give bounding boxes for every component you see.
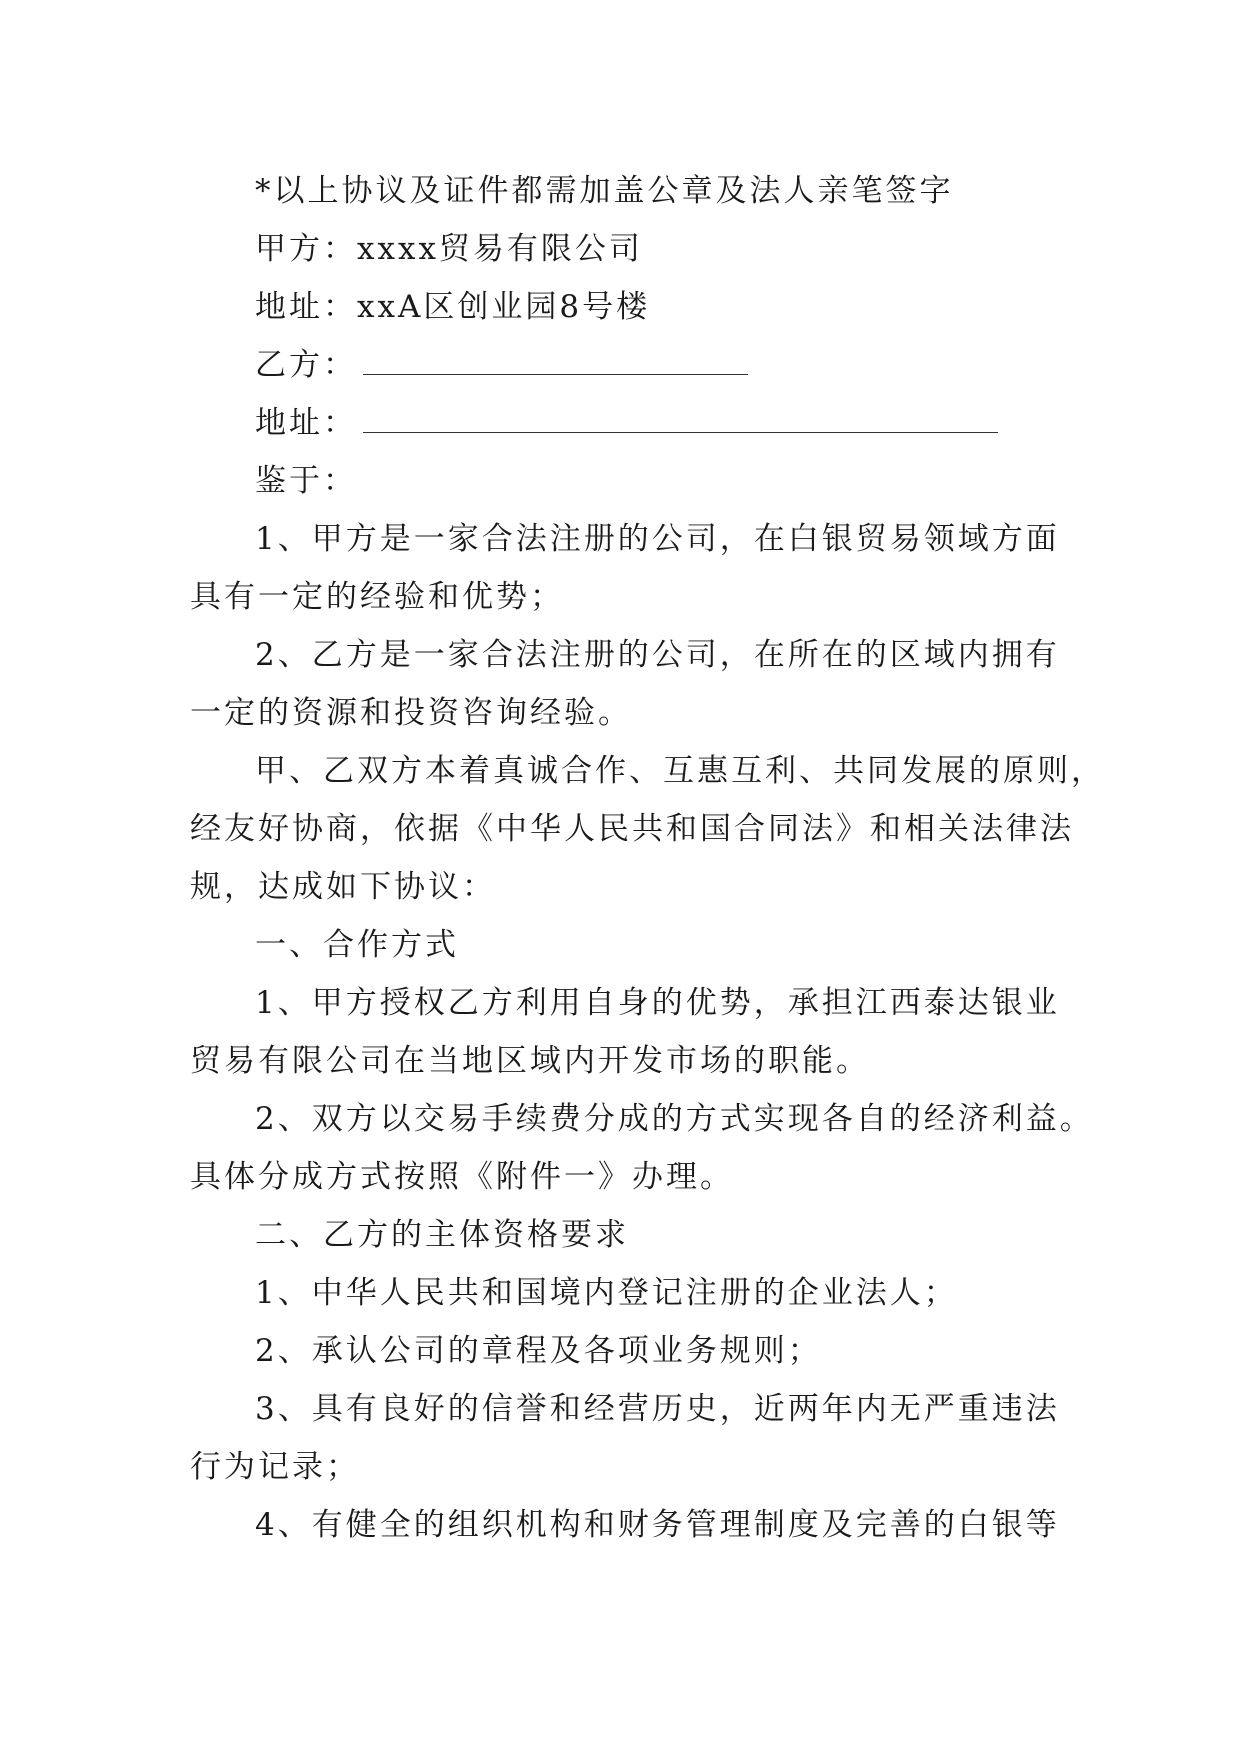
section-2-item-3-line-2: 行为记录； (190, 1449, 360, 1485)
clause-2-line-1: 2、乙方是一家合法注册的公司，在所在的区域内拥有 (255, 637, 1060, 673)
party-b-address-row (190, 394, 1070, 452)
section-2-title: 二、乙方的主体资格要求 (255, 1217, 629, 1253)
clause-1-line-1: 1、甲方是一家合法注册的公司，在白银贸易领域方面 (255, 521, 1060, 557)
party-b-label: 乙方： (255, 347, 357, 383)
principle-line-1: 甲、乙双方本着真诚合作、互惠互利、共同发展的原则， (255, 753, 1105, 789)
seal-signature-note: *以上协议及证件都需加盖公章及法人亲笔签字 (255, 173, 954, 209)
section-1-item-1-line-1: 1、甲方授权乙方利用自身的优势，承担江西泰达银业 (255, 985, 1060, 1021)
principle-line-2: 经友好协商，依据《中华人民共和国合同法》和相关法律法 (190, 811, 1074, 847)
whereas-heading: 鉴于： (255, 463, 357, 499)
party-b-row (190, 336, 1070, 394)
contract-page (190, 162, 1105, 1554)
section-1-item-1-line-2: 贸易有限公司在当地区域内开发市场的职能。 (190, 1043, 870, 1079)
party-a-address: 地址：xxA区创业园8号楼 (255, 289, 651, 325)
party-b-address-label: 地址： (255, 405, 357, 441)
party-b-blank (363, 346, 748, 375)
section-2-item-3-line-1: 3、具有良好的信誉和经营历史，近两年内无严重违法 (255, 1391, 1060, 1427)
section-1-item-2-line-1: 2、双方以交易手续费分成的方式实现各自的经济利益。 (255, 1101, 1094, 1137)
party-a: 甲方：xxxx贸易有限公司 (255, 231, 643, 267)
clause-2-line-2: 一定的资源和投资咨询经验。 (190, 695, 632, 731)
principle-line-3: 规，达成如下协议： (190, 869, 496, 905)
section-2-item-4-line-1: 4、有健全的组织机构和财务管理制度及完善的白银等 (255, 1507, 1060, 1543)
section-2-item-1: 1、中华人民共和国境内登记注册的企业法人； (255, 1275, 958, 1311)
clause-1-line-2: 具有一定的经验和优势； (190, 579, 564, 615)
party-b-address-blank (363, 404, 998, 433)
section-1-item-2-line-2: 具体分成方式按照《附件一》办理。 (190, 1159, 734, 1195)
section-1-title: 一、合作方式 (255, 927, 459, 963)
section-2-item-2: 2、承认公司的章程及各项业务规则； (255, 1333, 822, 1369)
